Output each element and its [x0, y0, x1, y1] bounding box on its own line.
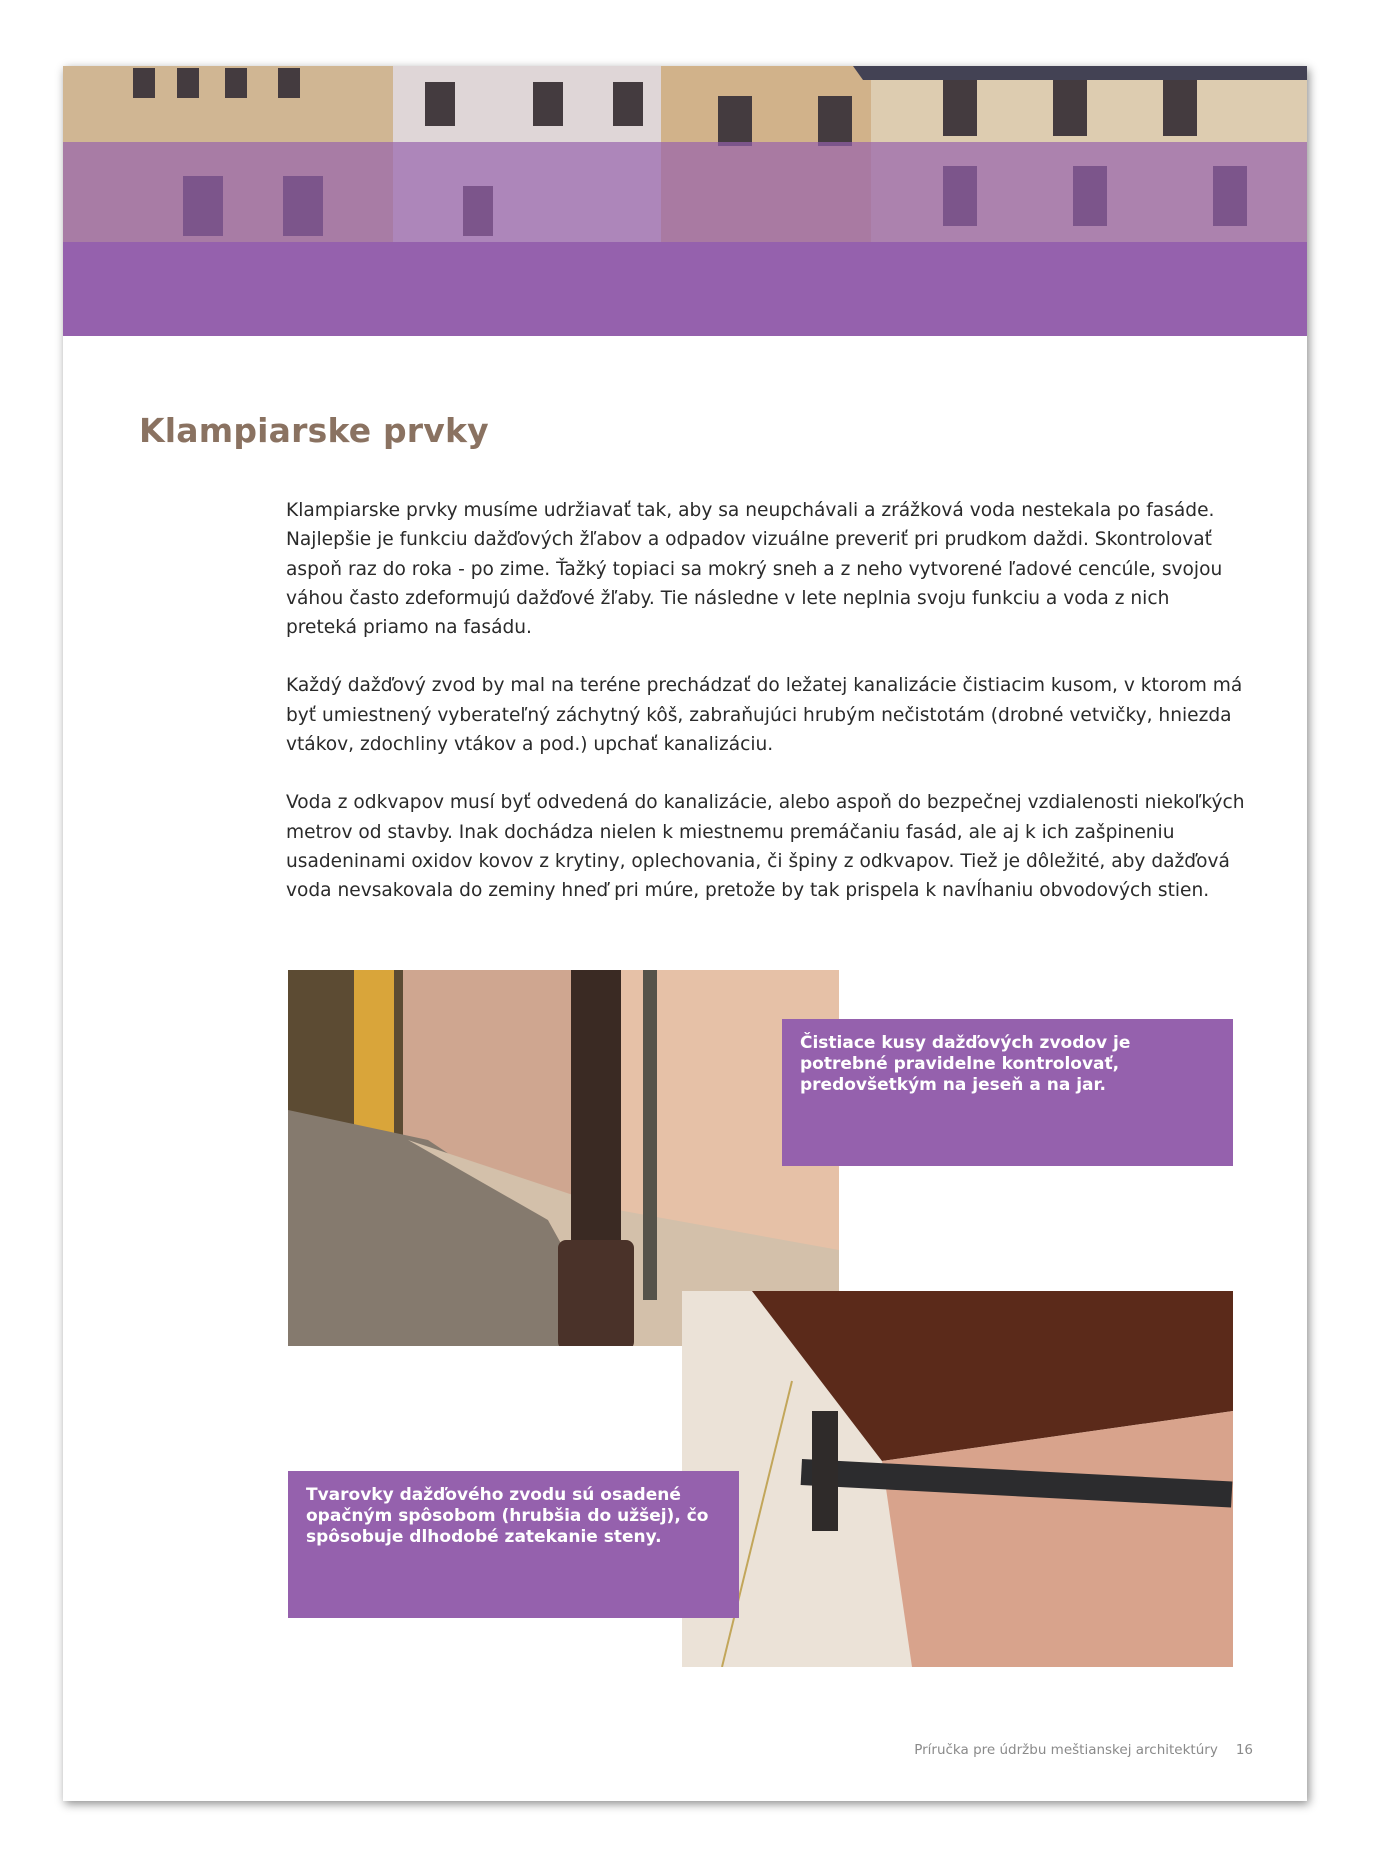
footer-title: Príručka pre údržbu meštianskej architektúry	[914, 1742, 1218, 1758]
document-page	[63, 66, 1307, 1801]
facade-photo	[63, 66, 1307, 336]
page-title: Klampiarske prvky	[139, 411, 489, 450]
caption-top: Čistiace kusy dažďových zvodov je potrebné pravidelne kontrolovať, predovšetkým na jeseň a na jar.	[782, 1019, 1233, 1166]
page-number: 16	[1235, 1742, 1253, 1758]
gutter-fittings-photo	[682, 1291, 1233, 1667]
paragraph-3: Voda z odkvapov musí byť odvedená do kanalizácie, alebo aspoň do bezpečnej vzdialenosti niekoľkých metrov od stavby. Inak dochádza nielen k miestnemu premáčaniu fasád, ale aj k ich zašpineniu usadeninami oxidov kovov z krytiny, oplechovania, či špiny z odkvapov. Tiež je dôležité, aby dažďová voda nevsakovala do zeminy hneď pri múre, pretože by tak prispela k navĺhaniu obvodových stien.	[286, 792, 1245, 902]
body-text	[286, 496, 1246, 935]
paragraph-2: Každý dažďový zvod by mal na teréne prechádzať do ležatej kanalizácie čistiacim kusom, v ktorom má byť umiestnený vyberateľný záchytný kôš, zabraňujúci hrubým nečistotám (drobné vetvičky, hniezda vtákov, zdochliny vtákov a pod.) upchať kanalizáciu.	[286, 675, 1243, 756]
caption-bottom: Tvarovky dažďového zvodu sú osadené opačným spôsobom (hrubšia do užšej), čo spôsobuje dlhodobé zatekanie steny.	[288, 1471, 739, 1618]
header-banner	[63, 66, 1307, 336]
downpipe-cleaning-piece-photo	[288, 970, 839, 1346]
page-footer	[896, 1742, 1253, 1758]
paragraph-1: Klampiarske prvky musíme udržiavať tak, aby sa neupchávali a zrážková voda nestekala po fasáde. Najlepšie je funkciu dažďových žľabov a odpadov vizuálne preveriť pri prudkom daždi. Skontrolovať aspoň raz do roka - po zime. Ťažký topiaci sa mokrý sneh a z neho vytvorené ľadové cencúle, svojou váhou často zdeformujú dažďové žľaby. Tie následne v lete neplnia svoju funkciu a voda z nich preteká priamo na fasádu.	[286, 500, 1223, 639]
